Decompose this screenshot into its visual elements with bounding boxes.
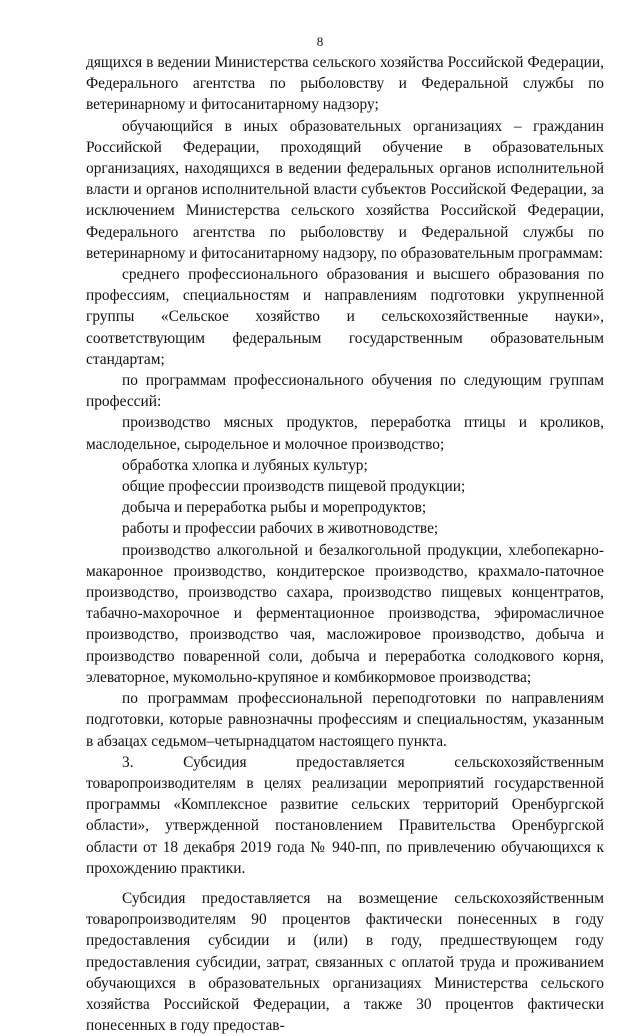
paragraph: производство алкогольной и безалкогольной продукции, хлебопекарно-макаронное производство, кондитерское производство, крахмало-паточное производство, производство сахара, производство пищевых концентратов, табачно-махорочное и ферментационное производства, эфиромасличное производство, производство чая, масложировое производство, добыча и производство поваренной соли, добыча и переработка солодкового корня, элеваторное, мукомольно-крупяное и комбикормовое производства;: [86, 541, 604, 686]
paragraph: производство мясных продуктов, переработка птицы и кроликов, маслодельное, сыродельное и молочное производство;: [86, 414, 604, 453]
paragraph: обработка хлопка и лубяных культур;: [122, 456, 368, 474]
paragraph: обучающийся в иных образовательных организациях – гражданин Российской Федерации, проходящий обучение в образовательных организациях, находящихся в ведении федеральных органов исполнительной власти и органов исполнительной власти субъектов Российской Федерации, за исключением Министерства сельского хозяйства Российской Федерации, Федерального агентства по рыболовству и Федеральной службы по ветеринарному и фитосанитарному надзору, по образовательным программам:: [86, 117, 604, 262]
document-body: [86, 52, 604, 1036]
paragraph: Субсидия предоставляется на возмещение сельскохозяйственным товаропроизводителям 90 процентов фактически понесенных в году предоставления субсидии и (или) в году, предшествующем году предоставления субсидии, затрат, связанных с оплатой труда и проживанием обучающихся в образовательных организациях Министерства сельского хозяйства Российской Федерации, а также 30 процентов фактически понесенных в году предостав-: [86, 889, 604, 1035]
paragraph: 3. Субсидия предоставляется сельскохозяйственным товаропроизводителям в целях реализации мероприятий государственной программы «Комплексное развитие сельских территорий Оренбургской области», утвержденной постановлением Правительства Оренбургской области от 18 декабря 2019 года № 940-пп, по привлечению обучающихся к прохождению практики.: [86, 753, 604, 877]
paragraph: по программам профессиональной переподготовки по направлениям подготовки, которые равнозначны профессиям и специальностям, указанным в абзацах седьмом–четырнадцатом настоящего пункта.: [86, 690, 604, 750]
paragraph: общие профессии производств пищевой продукции;: [122, 478, 466, 496]
paragraph: работы и профессии рабочих в животноводстве;: [122, 520, 439, 538]
paragraph: по программам профессионального обучения по следующим группам профессий:: [86, 372, 604, 411]
paragraph: дящихся в ведении Министерства сельского хозяйства Российской Федерации, Федерального агентства по рыболовству и Федеральной службы по ветеринарному и фитосанитарному надзору;: [86, 54, 604, 114]
paragraph: добыча и переработка рыбы и морепродуктов;: [122, 499, 427, 517]
paragraph: среднего профессионального образования и высшего образования по профессиям, специальностям и направлениям подготовки укрупненной группы «Сельское хозяйство и сельскохозяйственные науки», соответствующим федеральным государственным образовательным стандартам;: [86, 266, 604, 368]
page-number: 8: [316, 34, 324, 49]
